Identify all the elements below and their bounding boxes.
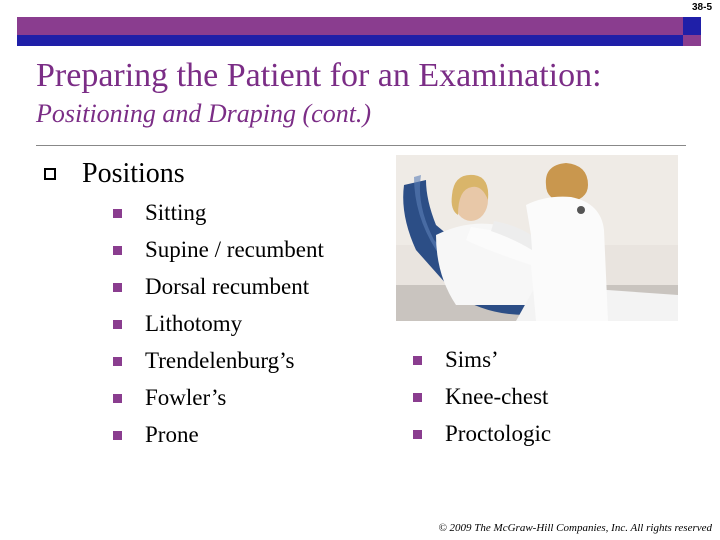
header-bar-bottom [17, 35, 683, 46]
square-bullet-icon [113, 431, 122, 440]
square-bullet-icon [413, 430, 422, 439]
list-item: Proctologic [445, 421, 685, 447]
list-item: Lithotomy [145, 311, 365, 337]
header-square-top [683, 17, 701, 35]
positions-list-right [445, 347, 685, 458]
list-item: Knee-chest [445, 384, 685, 410]
list-item: Sitting [145, 200, 365, 226]
hollow-square-bullet-icon [44, 168, 56, 180]
square-bullet-icon [413, 356, 422, 365]
square-bullet-icon [113, 394, 122, 403]
slide-title [36, 58, 696, 132]
list-item: Fowler’s [145, 385, 365, 411]
positions-list-left [145, 200, 365, 459]
positions-heading-item [44, 158, 185, 190]
list-item: Trendelenburg’s [145, 348, 365, 374]
square-bullet-icon [113, 357, 122, 366]
list-item: Supine / recumbent [145, 237, 365, 263]
title-main: Preparing the Patient for an Examination: [36, 57, 602, 94]
title-divider [36, 145, 686, 146]
title-subtitle: Positioning and Draping (cont.) [36, 99, 372, 128]
header-square-bottom [683, 35, 701, 46]
list-item: Dorsal recumbent [145, 274, 365, 300]
square-bullet-icon [113, 246, 122, 255]
square-bullet-icon [113, 283, 122, 292]
square-bullet-icon [113, 209, 122, 218]
copyright-footer: © 2009 The McGraw-Hill Companies, Inc. All rights reserved [438, 522, 712, 534]
list-item: Sims’ [445, 347, 685, 373]
header-bar-top [17, 17, 683, 35]
patient-draping-photo [396, 155, 678, 321]
positions-heading: Positions [82, 158, 185, 189]
list-item: Prone [145, 422, 365, 448]
slide-number: 38-5 [691, 2, 712, 13]
square-bullet-icon [413, 393, 422, 402]
square-bullet-icon [113, 320, 122, 329]
